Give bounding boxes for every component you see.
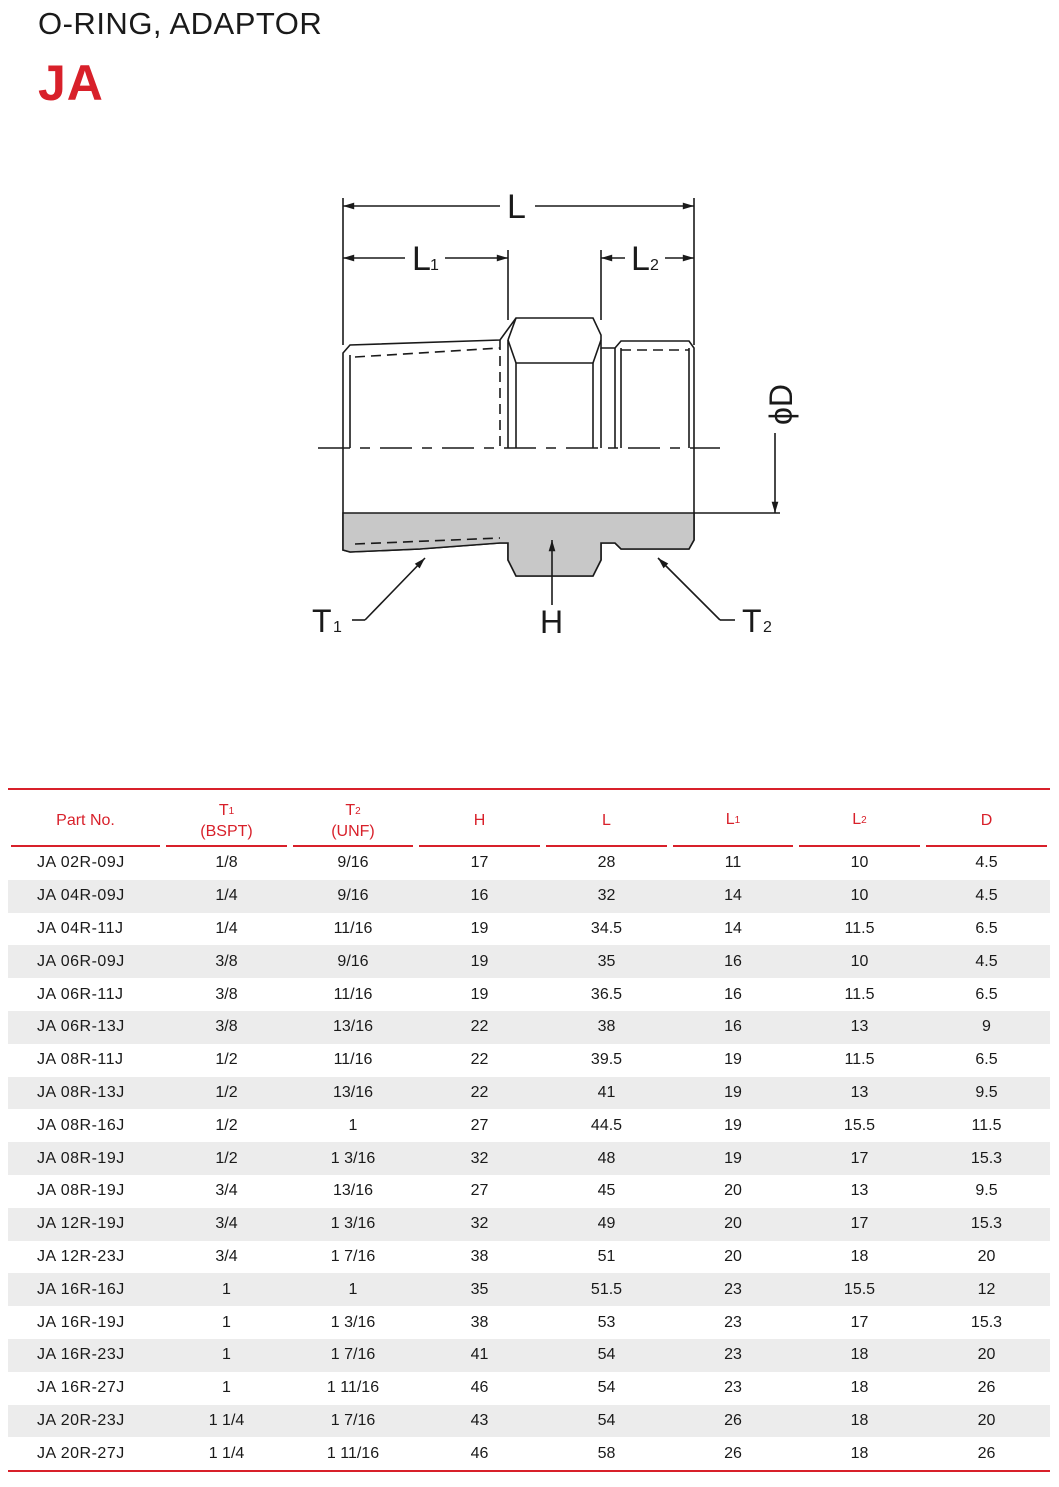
cell-part-no: JA 20R-23J bbox=[8, 1405, 163, 1438]
cell-l: 38 bbox=[543, 1011, 670, 1044]
cell-h: 38 bbox=[470, 1247, 489, 1265]
cell-l1: 16 bbox=[724, 985, 742, 1003]
cell-h: 27 bbox=[470, 1182, 489, 1200]
cell-d: 6.5 bbox=[975, 919, 998, 937]
cell-l1: 16 bbox=[670, 945, 796, 978]
cell-part-no: JA 02R-09J bbox=[37, 854, 125, 872]
cell-h: 22 bbox=[416, 1011, 543, 1044]
cell-d: 4.5 bbox=[975, 854, 998, 872]
cell-l: 49 bbox=[543, 1208, 670, 1241]
cell-l1: 20 bbox=[724, 1247, 742, 1265]
table-row bbox=[8, 1273, 1050, 1306]
cell-t2: 1 11/16 bbox=[326, 1379, 380, 1397]
dim-label-h: H bbox=[540, 604, 564, 640]
cell-d: 11.5 bbox=[971, 1116, 1002, 1134]
cell-t2: 11/16 bbox=[333, 1051, 373, 1069]
cell-l: 58 bbox=[597, 1444, 616, 1462]
cell-part-no: JA 04R-09J bbox=[8, 880, 163, 913]
cell-part-no: JA 08R-13J bbox=[8, 1077, 163, 1110]
cell-l2: 15.5 bbox=[796, 1273, 923, 1306]
cell-l2: 11.5 bbox=[844, 985, 875, 1003]
cell-l: 34.5 bbox=[590, 919, 623, 937]
cell-l1: 20 bbox=[724, 1182, 742, 1200]
cell-d: 15.3 bbox=[970, 1313, 1003, 1331]
table-row bbox=[8, 1044, 1050, 1077]
cell-l1: 14 bbox=[670, 880, 796, 913]
cell-part-no: JA 06R-09J bbox=[8, 945, 163, 978]
dim-label-l2: L bbox=[631, 240, 650, 278]
dim-label-t1: T bbox=[312, 603, 332, 639]
cell-t1: 1/2 bbox=[215, 1051, 238, 1069]
cell-d: 15.3 bbox=[923, 1142, 1050, 1175]
column-header-t2: $T_2$ (UNF) bbox=[290, 794, 416, 847]
cell-h: 43 bbox=[416, 1405, 543, 1438]
cell-l2: 17 bbox=[796, 1208, 923, 1241]
cell-l2: 17 bbox=[850, 1313, 869, 1331]
cell-t1: 1/2 bbox=[163, 1142, 290, 1175]
cell-l2: 15.5 bbox=[843, 1116, 876, 1134]
product-code: JA bbox=[38, 55, 104, 111]
cell-l: 36.5 bbox=[590, 985, 623, 1003]
cell-t2: 13/16 bbox=[290, 1011, 416, 1044]
cell-part-no: JA 06R-13J bbox=[8, 1011, 163, 1044]
cell-t1: 1 bbox=[222, 1379, 231, 1397]
cell-part-no: JA 16R-16J bbox=[8, 1273, 163, 1306]
cell-part-no: JA 16R-27J bbox=[37, 1379, 125, 1397]
cell-t1: 3/4 bbox=[215, 1247, 238, 1265]
cell-t1: 1 bbox=[222, 1313, 231, 1331]
cell-part-no: JA 12R-19J bbox=[8, 1208, 163, 1241]
cell-h: 17 bbox=[470, 854, 489, 872]
cell-part-no: JA 16R-19J bbox=[37, 1313, 125, 1331]
cell-t2: 13/16 bbox=[332, 1182, 374, 1200]
cell-t1: 1 bbox=[163, 1273, 290, 1306]
cell-l2: 11.5 bbox=[844, 919, 875, 937]
cell-l: 54 bbox=[597, 1379, 616, 1397]
dim-label-l2-sub: 2 bbox=[650, 257, 659, 274]
cell-part-no: JA 04R-11J bbox=[37, 919, 124, 937]
cell-l2: 18 bbox=[850, 1444, 869, 1462]
cell-l2: 18 bbox=[850, 1247, 869, 1265]
cell-l1: 20 bbox=[670, 1208, 796, 1241]
cell-d: 9.5 bbox=[975, 1182, 998, 1200]
cell-d: 9 bbox=[923, 1011, 1050, 1044]
cell-d: 20 bbox=[923, 1405, 1050, 1438]
table-row bbox=[8, 1241, 1050, 1274]
table-row bbox=[8, 1437, 1050, 1470]
cell-t1: 1/2 bbox=[163, 1077, 290, 1110]
cell-t1: 3/4 bbox=[215, 1182, 238, 1200]
cell-t1: 3/4 bbox=[163, 1208, 290, 1241]
cell-h: 32 bbox=[416, 1142, 543, 1175]
cell-l2: 18 bbox=[796, 1405, 923, 1438]
cell-h: 16 bbox=[416, 880, 543, 913]
cell-h: 19 bbox=[470, 985, 489, 1003]
cell-part-no: JA 06R-11J bbox=[37, 985, 124, 1003]
cell-t1: 1 1/4 bbox=[208, 1444, 245, 1462]
table-row bbox=[8, 1306, 1050, 1339]
table-row bbox=[8, 945, 1050, 978]
cell-t2: 9/16 bbox=[290, 945, 416, 978]
column-header-t1: $T_1$ (BSPT) bbox=[163, 794, 290, 847]
cell-t1: 1/4 bbox=[163, 880, 290, 913]
dim-label-t2: T bbox=[742, 603, 762, 639]
cell-t2: 13/16 bbox=[290, 1077, 416, 1110]
cell-h: 32 bbox=[416, 1208, 543, 1241]
cell-l1: 11 bbox=[724, 854, 742, 872]
cell-t2: 11/16 bbox=[333, 919, 373, 937]
cell-d: 20 bbox=[923, 1339, 1050, 1372]
table-row bbox=[8, 1372, 1050, 1405]
cell-l1: 23 bbox=[724, 1313, 742, 1331]
cell-d: 6.5 bbox=[975, 1051, 998, 1069]
cell-h: 46 bbox=[470, 1444, 489, 1462]
cell-t2: 1 3/16 bbox=[330, 1313, 376, 1331]
cell-t2: 1 3/16 bbox=[290, 1142, 416, 1175]
cell-t1: 1/8 bbox=[215, 854, 238, 872]
column-header-l1: $L_1$ bbox=[670, 794, 796, 847]
cell-l: 51 bbox=[597, 1247, 616, 1265]
table-bottom-rule bbox=[8, 1470, 1050, 1472]
cell-d: 4.5 bbox=[923, 880, 1050, 913]
cell-l1: 14 bbox=[724, 919, 742, 937]
cell-t1: 1 bbox=[163, 1339, 290, 1372]
cell-l1: 19 bbox=[670, 1142, 796, 1175]
cell-l2: 18 bbox=[796, 1339, 923, 1372]
table-row bbox=[8, 847, 1050, 880]
cell-l: 51.5 bbox=[543, 1273, 670, 1306]
table-header-row bbox=[8, 794, 1050, 847]
cell-part-no: JA 08R-19J bbox=[37, 1182, 125, 1200]
cell-h: 22 bbox=[470, 1051, 489, 1069]
cell-t2: 11/16 bbox=[333, 985, 373, 1003]
table-row bbox=[8, 1142, 1050, 1175]
column-header-d: D bbox=[923, 794, 1050, 847]
cell-l: 44.5 bbox=[590, 1116, 623, 1134]
dim-label-t1-sub: 1 bbox=[333, 619, 342, 636]
technical-drawing bbox=[300, 185, 800, 655]
cell-part-no: JA 16R-23J bbox=[8, 1339, 163, 1372]
cell-h: 41 bbox=[416, 1339, 543, 1372]
cell-l2: 13 bbox=[796, 1011, 923, 1044]
dim-label-t2-sub: 2 bbox=[763, 619, 772, 636]
cell-t1: 3/8 bbox=[163, 945, 290, 978]
cell-part-no: JA 20R-27J bbox=[37, 1444, 125, 1462]
cell-l2: 13 bbox=[850, 1182, 869, 1200]
column-header-h: H bbox=[416, 794, 543, 847]
cell-h: 38 bbox=[470, 1313, 489, 1331]
cell-l: 54 bbox=[543, 1405, 670, 1438]
table-row bbox=[8, 1011, 1050, 1044]
cell-l: 54 bbox=[543, 1339, 670, 1372]
cell-d: 6.5 bbox=[975, 985, 998, 1003]
table-row bbox=[8, 1339, 1050, 1372]
cell-d: 15.3 bbox=[923, 1208, 1050, 1241]
dim-label-l1: L bbox=[412, 240, 431, 278]
cell-t2: 1 3/16 bbox=[290, 1208, 416, 1241]
dim-label-d: ϕD bbox=[763, 383, 799, 425]
column-header-l2: $L_2$ bbox=[796, 794, 923, 847]
cell-d: 26 bbox=[977, 1379, 996, 1397]
cell-t1: 3/8 bbox=[215, 985, 238, 1003]
cell-l1: 23 bbox=[724, 1379, 742, 1397]
cell-part-no: JA 08R-16J bbox=[37, 1116, 125, 1134]
cell-l2: 10 bbox=[796, 945, 923, 978]
cell-l1: 26 bbox=[670, 1405, 796, 1438]
table-row bbox=[8, 978, 1050, 1011]
cell-h: 19 bbox=[470, 919, 489, 937]
cell-t2: 1 bbox=[290, 1273, 416, 1306]
table-row bbox=[8, 1405, 1050, 1438]
cell-l1: 16 bbox=[670, 1011, 796, 1044]
cell-t2: 1 7/16 bbox=[330, 1247, 376, 1265]
table-row bbox=[8, 1077, 1050, 1110]
table-row bbox=[8, 913, 1050, 946]
cell-l1: 19 bbox=[724, 1051, 742, 1069]
cell-t2: 9/16 bbox=[337, 854, 369, 872]
table-row bbox=[8, 1109, 1050, 1142]
cell-t2: 1 bbox=[348, 1116, 358, 1134]
table-row bbox=[8, 1175, 1050, 1208]
cell-d: 9.5 bbox=[923, 1077, 1050, 1110]
cell-l2: 10 bbox=[850, 854, 869, 872]
cell-t1: 1 1/4 bbox=[163, 1405, 290, 1438]
cell-l1: 19 bbox=[670, 1077, 796, 1110]
cell-t1: 3/8 bbox=[163, 1011, 290, 1044]
cell-l2: 10 bbox=[796, 880, 923, 913]
cell-part-no: JA 12R-23J bbox=[37, 1247, 125, 1265]
cell-t2: 1 7/16 bbox=[290, 1339, 416, 1372]
cell-t2: 1 11/16 bbox=[326, 1444, 380, 1462]
dim-label-l: L bbox=[507, 188, 526, 226]
cell-l: 53 bbox=[597, 1313, 616, 1331]
cell-l2: 17 bbox=[796, 1142, 923, 1175]
cell-l: 45 bbox=[597, 1182, 616, 1200]
cell-h: 19 bbox=[416, 945, 543, 978]
cell-t2: 1 7/16 bbox=[290, 1405, 416, 1438]
cell-t1: 1/4 bbox=[215, 919, 238, 937]
cell-part-no: JA 08R-19J bbox=[8, 1142, 163, 1175]
cell-l2: 13 bbox=[796, 1077, 923, 1110]
cell-l2: 18 bbox=[850, 1379, 869, 1397]
cell-t2: 9/16 bbox=[290, 880, 416, 913]
cell-d: 20 bbox=[977, 1247, 996, 1265]
table-top-rule bbox=[8, 788, 1050, 790]
cell-l: 35 bbox=[543, 945, 670, 978]
table-row bbox=[8, 1208, 1050, 1241]
cell-d: 26 bbox=[977, 1444, 996, 1462]
cell-h: 22 bbox=[416, 1077, 543, 1110]
product-title: O-RING, ADAPTOR bbox=[38, 6, 323, 41]
cell-l1: 19 bbox=[724, 1116, 742, 1134]
cell-t1: 1/2 bbox=[215, 1116, 238, 1134]
cell-d: 12 bbox=[923, 1273, 1050, 1306]
column-header-part-no: Part No. bbox=[8, 794, 163, 847]
cell-l: 48 bbox=[543, 1142, 670, 1175]
cell-part-no: JA 08R-11J bbox=[37, 1051, 124, 1069]
cell-l: 41 bbox=[543, 1077, 670, 1110]
cell-h: 46 bbox=[470, 1379, 489, 1397]
cell-l1: 23 bbox=[670, 1273, 796, 1306]
table-row bbox=[8, 880, 1050, 913]
cell-h: 27 bbox=[470, 1116, 489, 1134]
column-header-l: L bbox=[543, 794, 670, 847]
dim-label-l1-sub: 1 bbox=[430, 257, 439, 274]
cell-l: 32 bbox=[543, 880, 670, 913]
cell-l1: 26 bbox=[724, 1444, 742, 1462]
cell-l2: 11.5 bbox=[844, 1051, 875, 1069]
cell-l: 28 bbox=[597, 854, 616, 872]
cell-h: 35 bbox=[416, 1273, 543, 1306]
specification-table bbox=[8, 794, 1050, 1470]
cell-l: 39.5 bbox=[590, 1051, 623, 1069]
cell-d: 4.5 bbox=[923, 945, 1050, 978]
cell-l1: 23 bbox=[670, 1339, 796, 1372]
